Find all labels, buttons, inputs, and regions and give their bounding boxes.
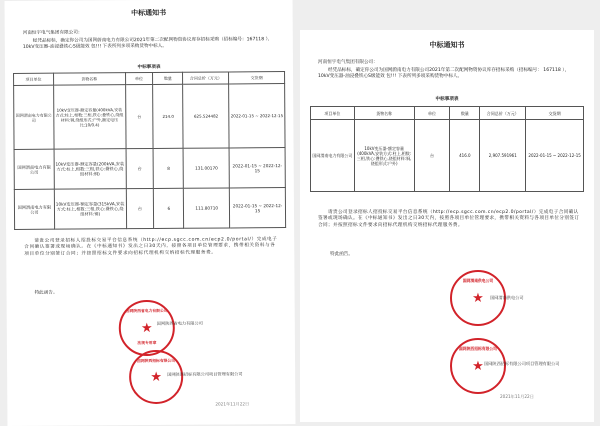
page-2-seal-2-caption: 国网陕西招标有限公司项目管理有限公司 (484, 361, 560, 366)
seal-1-ring-text: 国网渭南供电公司 (462, 278, 494, 283)
page-1-seal-1-caption: 国网陕西省电力有限公司 (156, 320, 203, 326)
cell-measure: 台 (126, 188, 154, 228)
cell-qty: 416.0 (450, 120, 480, 192)
page-1-date: 2021年11月22日 (215, 401, 250, 407)
header-goods: 货物名称 (53, 73, 125, 86)
seal-stamp-1 (119, 300, 175, 356)
seal-2-ring-text: 国网陕西招标有限公司 (137, 357, 176, 364)
cell-unit: 国网渭南电力有限公司 (14, 85, 54, 149)
cell-measure: 台 (126, 148, 154, 188)
page-1-body: 经凭品标标，确定你公司为国网蔚南电力有限公司2021年第二次配网物资协议库存招标采购（招标编号：167118 ），10kV变压器-油浸叠铁心S级能效 包!!! 下表所列多项采购货物中标人。 (22, 37, 273, 51)
cell-qty: 8 (153, 148, 183, 188)
table-row (14, 188, 285, 230)
page-1-award-table (13, 71, 286, 230)
page-2-notice: 请贵公司登录招标人招投标交易平台信息系统（http://ecp.sgcc.com.cn/ecp2.0/portal/）完成电子合同确认签署或现场确认。在《中标通知书》发出之日30天内，按照各项目单位管理要求，携带相关资料与各项目单位分别签订合同；并按照招标文件要求向招标代理机构交纳招标代理服务费。 (318, 210, 580, 228)
page-1-title: 中标通知书 (131, 8, 167, 18)
cell-delivery: 2022-01-15 ~ 2022-12-15 (229, 148, 285, 188)
cell-goods: 10kV变压器-额定容量(400kVA,安装方式:柱上,相数:三相,铁心:叠铁心,绕组材料:铜,绕组形式:户外) (354, 120, 414, 192)
cell-price: 111.80710 (184, 188, 230, 228)
page-2-recipient: 河南恒宇电气集团有限公司： (318, 60, 378, 65)
cell-unit: 国网渭南电力有限公司 (311, 120, 355, 192)
header-measure: 单位 (414, 107, 450, 120)
seal-2-ring-text: 国网陕西招标有限公司 (459, 346, 497, 351)
page-1-closing: 特此函告。 (34, 290, 58, 296)
cell-measure: 台 (125, 84, 153, 148)
header-price: 合同总价（万元） (480, 107, 526, 120)
table-row (14, 84, 285, 150)
header-measure: 单位 (125, 72, 153, 84)
cell-unit: 国网渭南电力有限公司 (14, 149, 54, 189)
cell-delivery: 2022-01-15 ~ 2022-12-15 (526, 120, 584, 192)
seal-star-icon: ★ (140, 320, 153, 336)
header-delivery: 交货期 (229, 72, 285, 84)
header-goods: 货物名称 (354, 107, 414, 120)
page-2-closing: 特此函告。 (330, 252, 353, 257)
seal-star-icon: ★ (472, 358, 484, 374)
cell-goods: 10kV变压器-额定容量(200kVA,安装方式:柱上,相数:三相,铁心:叠铁心,绕组材料:铜) (54, 149, 126, 189)
cell-goods: 10kV变压器-额定容量(315kVA,安装方式:柱上,相数:三相,铁心:叠铁心,绕组材料:铜) (54, 189, 126, 229)
header-delivery: 交货期 (526, 107, 584, 120)
seal-star-icon: ★ (472, 290, 484, 306)
header-qty: 数量 (153, 72, 183, 84)
cell-qty: 6 (154, 188, 184, 228)
cell-price: 131.00170 (183, 148, 229, 188)
page-1-notice: 请贵公司登录招标人招投标交易平台信息系统（http://ecp.sgcc.com.cn/ecp2.0/portal/）完成电子合同确认签署或现场确认。在《中标通知书》发出之日30天内，按照各项目单位管理要求，携带相关资料与各项目单位分别签订合同；并按照招标文件要求向招标代理机构交纳招标代理服务费。 (24, 237, 278, 257)
header-unit: 项目单位 (14, 73, 54, 85)
notice-page-1 (5, 0, 296, 426)
seal-1-center-text: 法规专用章 (137, 339, 157, 346)
page-2-award-table (310, 106, 584, 192)
table-row (311, 120, 584, 192)
cell-delivery: 2022-01-15 ~ 2022-12-15 (229, 84, 285, 148)
header-qty: 数量 (450, 107, 480, 120)
seal-star-icon: ★ (150, 369, 163, 385)
table-header-row (311, 107, 584, 120)
page-2-title: 中标通知书 (429, 41, 465, 49)
cell-delivery: 2022-01-15 ~ 2022-12-15 (230, 188, 286, 228)
cell-unit: 国网渭南电力有限公司 (14, 189, 54, 229)
cell-goods: 10kV变压器-额定容量(400kVA,安装方式:柱上,相数:三相,铁心:叠铁心,绕组材料:铜,绕组形式:户外,额定电压比:10/0.4) (53, 85, 125, 149)
header-price: 合同总价（万元） (183, 72, 229, 84)
table-row (14, 148, 285, 190)
page-1-recipient: 河南恒宇电气集团有限公司： (22, 30, 83, 36)
cell-price: 625.524482 (183, 84, 229, 148)
seal-1-ring-text: 国网陕西省电力有限公司 (125, 307, 168, 314)
cell-qty: 214.0 (153, 84, 183, 148)
page-2-table-caption: 中标事项表 (435, 97, 459, 102)
header-unit: 项目单位 (311, 107, 355, 120)
page-2-seal-1-caption: 国网渭南供电公司 (490, 295, 524, 300)
page-2-date: 2021年11月22日 (500, 394, 534, 399)
cell-measure: 台 (414, 120, 450, 192)
cell-price: 2,907.591961 (480, 120, 526, 192)
notice-page-2 (300, 30, 594, 422)
page-1-table-caption: 中标事项表 (137, 64, 161, 71)
page-1-seal-2-caption: 国网陕西招标有限公司项目管理有限公司 (167, 371, 243, 377)
page-2-body: 经凭品标标，确定你公司为国网蔚南电力有限公司2021年第二次配网物资协议库存招标采购（招标编号： 167118 ），10kV变压器-油浸叠铁心S级能效 包!!! 下表所列多项采购货物中标人。 (318, 68, 570, 80)
